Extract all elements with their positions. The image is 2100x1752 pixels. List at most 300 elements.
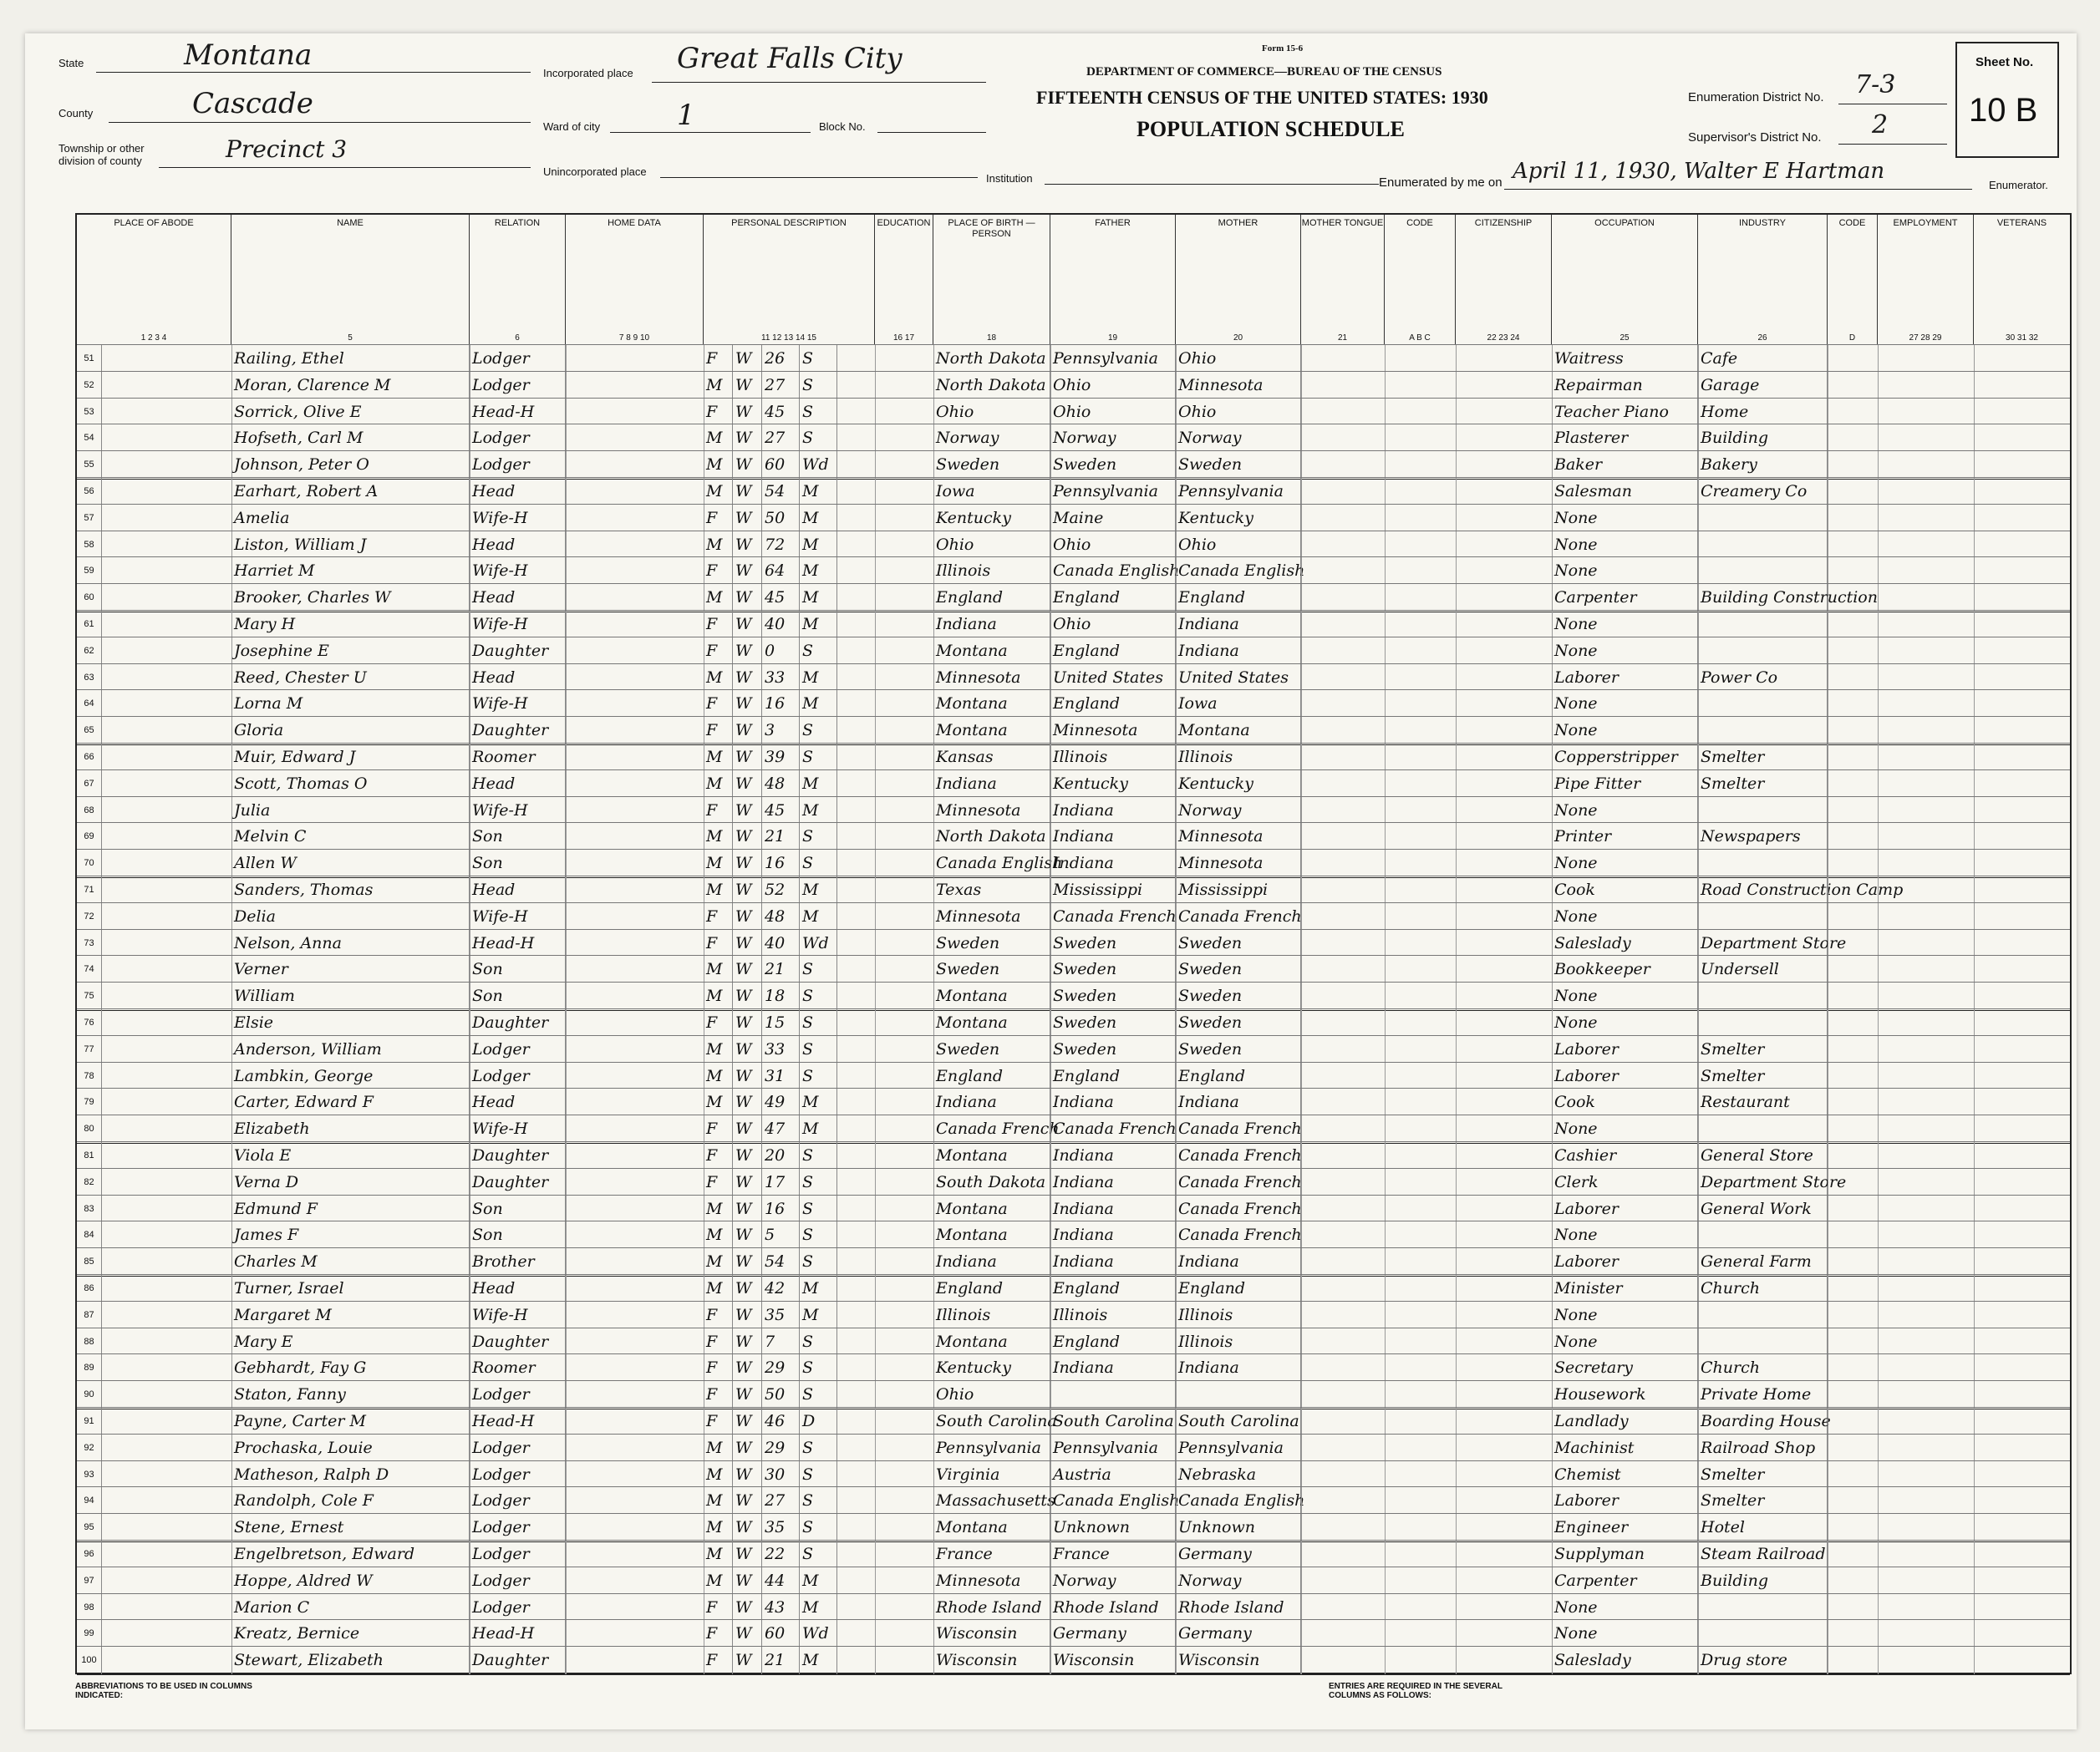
cell-ms: S [800, 1541, 837, 1568]
cell-ind: Restaurant [1698, 1089, 1828, 1116]
cell-n: 80 [77, 1115, 102, 1143]
cell-occ: Clerk [1552, 1169, 1698, 1196]
cell-pob: Montana [933, 690, 1050, 718]
supervisor-label: Supervisor's District No. [1688, 130, 1822, 145]
cell-ind: Smelter [1698, 1036, 1828, 1064]
table-row [77, 398, 2070, 426]
enumerator-label: Enumerator. [1989, 179, 2048, 191]
cell-rel: Son [470, 850, 566, 877]
cell-age: 40 [762, 930, 800, 957]
cell-race: W [733, 1461, 762, 1489]
cell-rel: Roomer [470, 1354, 566, 1382]
cell-occ: Plasterer [1552, 424, 1698, 452]
cell-pob: Norway [933, 424, 1050, 452]
cell-rel: Brother [470, 1248, 566, 1276]
cell-race: W [733, 1435, 762, 1462]
cell-ms: S [800, 823, 837, 851]
cell-n: 87 [77, 1302, 102, 1329]
cell-occ: Secretary [1552, 1354, 1698, 1382]
table-row [77, 1088, 2070, 1116]
cell-fpob: Indiana [1050, 1221, 1176, 1249]
cell-pob: Sweden [933, 930, 1050, 957]
cell-name: Prochaska, Louie [231, 1435, 470, 1462]
cell-ind: Railroad Shop [1698, 1435, 1828, 1462]
state-value: Montana [184, 38, 313, 72]
cell-mpob [1176, 1381, 1301, 1409]
cell-race: W [733, 744, 762, 771]
table-row [77, 1593, 2070, 1622]
cell-name: Gloria [231, 717, 470, 744]
cell-race: W [733, 1169, 762, 1196]
cell-ms: M [800, 1089, 837, 1116]
cell-race: W [733, 690, 762, 718]
cell-ind [1698, 531, 1828, 559]
cell-n: 76 [77, 1009, 102, 1037]
cell-sex: M [704, 1063, 733, 1090]
table-row [77, 955, 2070, 983]
cell-name: Hofseth, Carl M [231, 424, 470, 452]
cell-mpob: Canada French [1176, 1115, 1301, 1143]
cell-occ: Laborer [1552, 1248, 1698, 1276]
cell-rel: Wife-H [470, 903, 566, 931]
cell-mpob: Sweden [1176, 930, 1301, 957]
cell-ms: S [800, 1328, 837, 1356]
cell-n: 51 [77, 345, 102, 373]
footer [75, 1675, 2068, 1725]
cell-n: 79 [77, 1089, 102, 1116]
cell-fpob: Ohio [1050, 372, 1176, 399]
col-employment: EMPLOYMENT 27 28 29 [1878, 215, 1974, 344]
table-row [77, 1195, 2070, 1223]
cell-name: Payne, Carter M [231, 1408, 470, 1435]
cell-ind: Newspapers [1698, 823, 1828, 851]
cell-race: W [733, 1196, 762, 1223]
cell-occ: Teacher Piano [1552, 399, 1698, 426]
form-number: Form 15-6 [1262, 43, 1304, 53]
cell-name: William [231, 983, 470, 1010]
cell-pob: Montana [933, 637, 1050, 665]
cell-ms: S [800, 850, 837, 877]
cell-fpob: Sweden [1050, 1009, 1176, 1037]
cell-mpob: Indiana [1176, 611, 1301, 638]
cell-sex: M [704, 1487, 733, 1515]
cell-n: 72 [77, 903, 102, 931]
cell-n: 88 [77, 1328, 102, 1356]
cell-occ: Housework [1552, 1381, 1698, 1409]
cell-pob: Montana [933, 1009, 1050, 1037]
cell-name: Mary E [231, 1328, 470, 1356]
cell-ms: S [800, 1461, 837, 1489]
cell-pob: Minnesota [933, 1567, 1050, 1595]
cell-pob: Montana [933, 1221, 1050, 1249]
cell-sex: M [704, 1221, 733, 1249]
cell-mpob: Ohio [1176, 531, 1301, 559]
cell-occ: None [1552, 797, 1698, 825]
cell-race: W [733, 770, 762, 798]
cell-pob: Illinois [933, 1302, 1050, 1329]
cell-age: 26 [762, 345, 800, 373]
cell-name: Liston, William J [231, 531, 470, 559]
cell-age: 47 [762, 1115, 800, 1143]
cell-ind: Smelter [1698, 1487, 1828, 1515]
cell-mpob: Indiana [1176, 1089, 1301, 1116]
cell-race: W [733, 1036, 762, 1064]
table-row [77, 982, 2070, 1011]
cell-race: W [733, 956, 762, 983]
cell-pob: Montana [933, 717, 1050, 744]
cell-name: Verner [231, 956, 470, 983]
cell-age: 52 [762, 876, 800, 904]
table-row [77, 796, 2070, 825]
cell-ind: Smelter [1698, 1063, 1828, 1090]
cell-race: W [733, 399, 762, 426]
cell-race: W [733, 611, 762, 638]
cell-rel: Son [470, 823, 566, 851]
table-row [77, 504, 2070, 532]
cell-fpob: United States [1050, 664, 1176, 692]
cell-n: 78 [77, 1063, 102, 1090]
cell-occ: None [1552, 903, 1698, 931]
cell-name: Anderson, William [231, 1036, 470, 1064]
cell-mpob: Unknown [1176, 1514, 1301, 1541]
cell-ms: M [800, 770, 837, 798]
cell-fpob: Ohio [1050, 399, 1176, 426]
cell-fpob: Sweden [1050, 930, 1176, 957]
cell-sex: M [704, 956, 733, 983]
township-label: Township or other division of county [58, 142, 145, 167]
col-veterans: VETERANS 30 31 32 [1996, 218, 2047, 343]
col-occupation: OCCUPATION 25 [1552, 215, 1698, 344]
cell-occ: Saleslady [1552, 1647, 1698, 1674]
township-value: Precinct 3 [226, 135, 348, 163]
cell-ind: Steam Railroad [1698, 1541, 1828, 1568]
cell-occ: None [1552, 557, 1698, 585]
cell-fpob: Sweden [1050, 451, 1176, 479]
cell-sex: F [704, 1408, 733, 1435]
col-industry: INDUSTRY 26 [1698, 215, 1828, 344]
cell-name: Engelbretson, Edward [231, 1541, 470, 1568]
cell-ind [1698, 1221, 1828, 1249]
cell-mpob: Minnesota [1176, 850, 1301, 877]
cell-n: 91 [77, 1408, 102, 1435]
cell-ms: M [800, 903, 837, 931]
cell-pob: Kentucky [933, 1354, 1050, 1382]
cell-pob: Montana [933, 1514, 1050, 1541]
table-row [77, 1062, 2070, 1090]
cell-rel: Lodger [470, 451, 566, 479]
cell-sex: F [704, 797, 733, 825]
cell-n: 71 [77, 876, 102, 904]
cell-ms: M [800, 797, 837, 825]
cell-race: W [733, 345, 762, 373]
cell-ind: Department Store [1698, 1169, 1828, 1196]
cell-ind [1698, 637, 1828, 665]
cell-age: 60 [762, 1620, 800, 1648]
cell-pob: Ohio [933, 399, 1050, 426]
cell-occ: Pipe Fitter [1552, 770, 1698, 798]
cell-age: 33 [762, 664, 800, 692]
cell-age: 50 [762, 1381, 800, 1409]
cell-mpob: Ohio [1176, 345, 1301, 373]
cell-ind: Building [1698, 424, 1828, 452]
cell-sex: F [704, 1381, 733, 1409]
cell-fpob: France [1050, 1541, 1176, 1568]
cell-ms: S [800, 424, 837, 452]
cell-race: W [733, 1541, 762, 1568]
col-education: EDUCATION 16 17 [875, 215, 933, 344]
cell-age: 31 [762, 1063, 800, 1090]
cell-fpob: Pennsylvania [1050, 345, 1176, 373]
cell-race: W [733, 478, 762, 505]
cell-ms: S [800, 1435, 837, 1462]
cell-ind [1698, 1115, 1828, 1143]
table-row [77, 450, 2070, 480]
cell-fpob: Wisconsin [1050, 1647, 1176, 1674]
cell-n: 54 [77, 424, 102, 452]
cell-name: Randolph, Cole F [231, 1487, 470, 1515]
cell-occ: Chemist [1552, 1461, 1698, 1489]
table-row [77, 1168, 2070, 1196]
col-occ-code: CODE D [1828, 215, 1878, 344]
cell-occ: None [1552, 850, 1698, 877]
cell-age: 45 [762, 797, 800, 825]
cell-name: Harriet M [231, 557, 470, 585]
cell-n: 66 [77, 744, 102, 771]
cell-occ: Machinist [1552, 1435, 1698, 1462]
cell-ms: M [800, 557, 837, 585]
cell-ms: M [800, 664, 837, 692]
cell-rel: Son [470, 1221, 566, 1249]
cell-ind: Road Construction Camp [1698, 876, 1828, 904]
cell-sex: M [704, 1461, 733, 1489]
cell-race: W [733, 823, 762, 851]
cell-ms: S [800, 1063, 837, 1090]
cell-ind [1698, 1009, 1828, 1037]
cell-name: Matheson, Ralph D [231, 1461, 470, 1489]
cell-age: 22 [762, 1541, 800, 1568]
cell-name: Josephine E [231, 637, 470, 665]
cell-rel: Head [470, 664, 566, 692]
cell-ind: Garage [1698, 372, 1828, 399]
cell-pob: Iowa [933, 478, 1050, 505]
cell-ind [1698, 505, 1828, 532]
cell-race: W [733, 505, 762, 532]
cell-sex: F [704, 345, 733, 373]
cell-occ: Cook [1552, 876, 1698, 904]
cell-sex: F [704, 1354, 733, 1382]
cell-age: 40 [762, 611, 800, 638]
table-row [77, 424, 2070, 452]
cell-n: 81 [77, 1142, 102, 1170]
cell-ind [1698, 903, 1828, 931]
cell-race: W [733, 1514, 762, 1541]
cell-name: Marion C [231, 1594, 470, 1622]
cell-occ: None [1552, 505, 1698, 532]
cell-age: 49 [762, 1089, 800, 1116]
table-row [77, 1460, 2070, 1489]
cell-fpob: Minnesota [1050, 717, 1176, 744]
cell-name: Mary H [231, 611, 470, 638]
cell-fpob: Canada French [1050, 1115, 1176, 1143]
cell-rel: Lodger [470, 1461, 566, 1489]
cell-mpob: Canada French [1176, 1142, 1301, 1170]
cell-mpob: Nebraska [1176, 1461, 1301, 1489]
cell-ind [1698, 1620, 1828, 1648]
cell-ms: S [800, 1381, 837, 1409]
cell-rel: Head [470, 1275, 566, 1303]
department-title: DEPARTMENT OF COMMERCE—BUREAU OF THE CENSUS [1086, 65, 1442, 79]
cell-rel: Head-H [470, 399, 566, 426]
census-title: FIFTEENTH CENSUS OF THE UNITED STATES: 1930 [1036, 87, 1488, 108]
cell-ms: M [800, 1567, 837, 1595]
cell-mpob: Canada French [1176, 1221, 1301, 1249]
cell-fpob: Indiana [1050, 1196, 1176, 1223]
cell-name: Stewart, Elizabeth [231, 1647, 470, 1674]
cell-sex: F [704, 690, 733, 718]
cell-fpob: Mississippi [1050, 876, 1176, 904]
abbrev-heading: ABBREVIATIONS TO BE USED IN COLUMNS INDICATED: [75, 1682, 252, 1700]
cell-occ: None [1552, 531, 1698, 559]
enumerated-label: Enumerated by me on [1379, 175, 1503, 190]
cell-n: 82 [77, 1169, 102, 1196]
cell-ms: S [800, 345, 837, 373]
cell-pob: England [933, 1063, 1050, 1090]
cell-occ: Bookkeeper [1552, 956, 1698, 983]
cell-sex: M [704, 1089, 733, 1116]
cell-fpob: Indiana [1050, 823, 1176, 851]
cell-race: W [733, 1594, 762, 1622]
col-personal-description: PERSONAL DESCRIPTION 11 12 13 14 15 [704, 215, 875, 344]
cell-age: 16 [762, 1196, 800, 1223]
table-row [77, 769, 2070, 798]
cell-ind: Hotel [1698, 1514, 1828, 1541]
cell-ms: M [800, 1275, 837, 1303]
cell-sex: F [704, 1594, 733, 1622]
table-row [77, 1540, 2070, 1568]
cell-occ: Repairman [1552, 372, 1698, 399]
cell-sex: F [704, 717, 733, 744]
table-row [77, 1141, 2070, 1170]
cell-mpob: Iowa [1176, 690, 1301, 718]
cell-n: 69 [77, 823, 102, 851]
cell-rel: Wife-H [470, 505, 566, 532]
cell-n: 55 [77, 451, 102, 479]
cell-ind: Church [1698, 1354, 1828, 1382]
cell-name: Verna D [231, 1169, 470, 1196]
cell-ind: Cafe [1698, 345, 1828, 373]
cell-occ: None [1552, 1221, 1698, 1249]
cell-age: 42 [762, 1275, 800, 1303]
cell-ind [1698, 690, 1828, 718]
cell-n: 95 [77, 1514, 102, 1541]
cell-age: 29 [762, 1435, 800, 1462]
cell-rel: Son [470, 1196, 566, 1223]
cell-sex: M [704, 451, 733, 479]
cell-rel: Lodger [470, 1036, 566, 1064]
cell-mpob: Illinois [1176, 1328, 1301, 1356]
cell-fpob: Indiana [1050, 1354, 1176, 1382]
cell-fpob: England [1050, 690, 1176, 718]
cell-sex: M [704, 424, 733, 452]
cell-ms: M [800, 1115, 837, 1143]
cell-occ: None [1552, 1620, 1698, 1648]
cell-mpob: Indiana [1176, 637, 1301, 665]
cell-sex: F [704, 1142, 733, 1170]
cell-mpob: Canada English [1176, 1487, 1301, 1515]
cell-occ: None [1552, 1009, 1698, 1037]
cell-mpob: England [1176, 1063, 1301, 1090]
cell-mpob: Illinois [1176, 744, 1301, 771]
cell-sex: F [704, 399, 733, 426]
cell-sex: M [704, 1541, 733, 1568]
cell-mpob: Sweden [1176, 451, 1301, 479]
table-row [77, 689, 2070, 718]
cell-ind: Smelter [1698, 770, 1828, 798]
cell-name: Johnson, Peter O [231, 451, 470, 479]
cell-mpob: Norway [1176, 424, 1301, 452]
cell-mpob: England [1176, 1275, 1301, 1303]
cell-pob: Sweden [933, 1036, 1050, 1064]
cell-occ: Supplyman [1552, 1541, 1698, 1568]
cell-fpob: Illinois [1050, 744, 1176, 771]
county-label: County [58, 107, 94, 119]
cell-n: 86 [77, 1275, 102, 1303]
cell-rel: Son [470, 983, 566, 1010]
cell-fpob: England [1050, 1275, 1176, 1303]
cell-occ: Saleslady [1552, 930, 1698, 957]
table-row [77, 1353, 2070, 1382]
cell-ind: Bakery [1698, 451, 1828, 479]
cell-ms: S [800, 372, 837, 399]
cell-sex: M [704, 372, 733, 399]
cell-ms: M [800, 876, 837, 904]
cell-occ: Landlady [1552, 1408, 1698, 1435]
cell-ms: S [800, 983, 837, 1010]
cell-name: Sorrick, Olive E [231, 399, 470, 426]
col-birth-father: FATHER 19 [1050, 215, 1176, 344]
cell-n: 60 [77, 584, 102, 612]
table-row [77, 1301, 2070, 1329]
cell-n: 63 [77, 664, 102, 692]
cell-age: 16 [762, 850, 800, 877]
table-row [77, 371, 2070, 399]
cell-race: W [733, 531, 762, 559]
cell-ms: Wd [800, 451, 837, 479]
cell-n: 61 [77, 611, 102, 638]
cell-sex: M [704, 1036, 733, 1064]
cell-fpob [1050, 1381, 1176, 1409]
schedule-title: POPULATION SCHEDULE [1136, 117, 1405, 141]
cell-mpob: Montana [1176, 717, 1301, 744]
cell-age: 16 [762, 690, 800, 718]
cell-pob: England [933, 1275, 1050, 1303]
cell-sex: F [704, 505, 733, 532]
cell-occ: Cook [1552, 1089, 1698, 1116]
cell-name: Margaret M [231, 1302, 470, 1329]
cell-name: Gebhardt, Fay G [231, 1354, 470, 1382]
cell-occ: Laborer [1552, 1063, 1698, 1090]
sheet-label: Sheet No. [1975, 55, 2034, 69]
cell-ms: S [800, 1009, 837, 1037]
cell-pob: Wisconsin [933, 1620, 1050, 1648]
cell-mpob: Mississippi [1176, 876, 1301, 904]
cell-occ: Cashier [1552, 1142, 1698, 1170]
cell-ms: M [800, 690, 837, 718]
cell-rel: Son [470, 956, 566, 983]
cell-sex: F [704, 1009, 733, 1037]
cell-sex: M [704, 744, 733, 771]
cell-occ: Laborer [1552, 1196, 1698, 1223]
